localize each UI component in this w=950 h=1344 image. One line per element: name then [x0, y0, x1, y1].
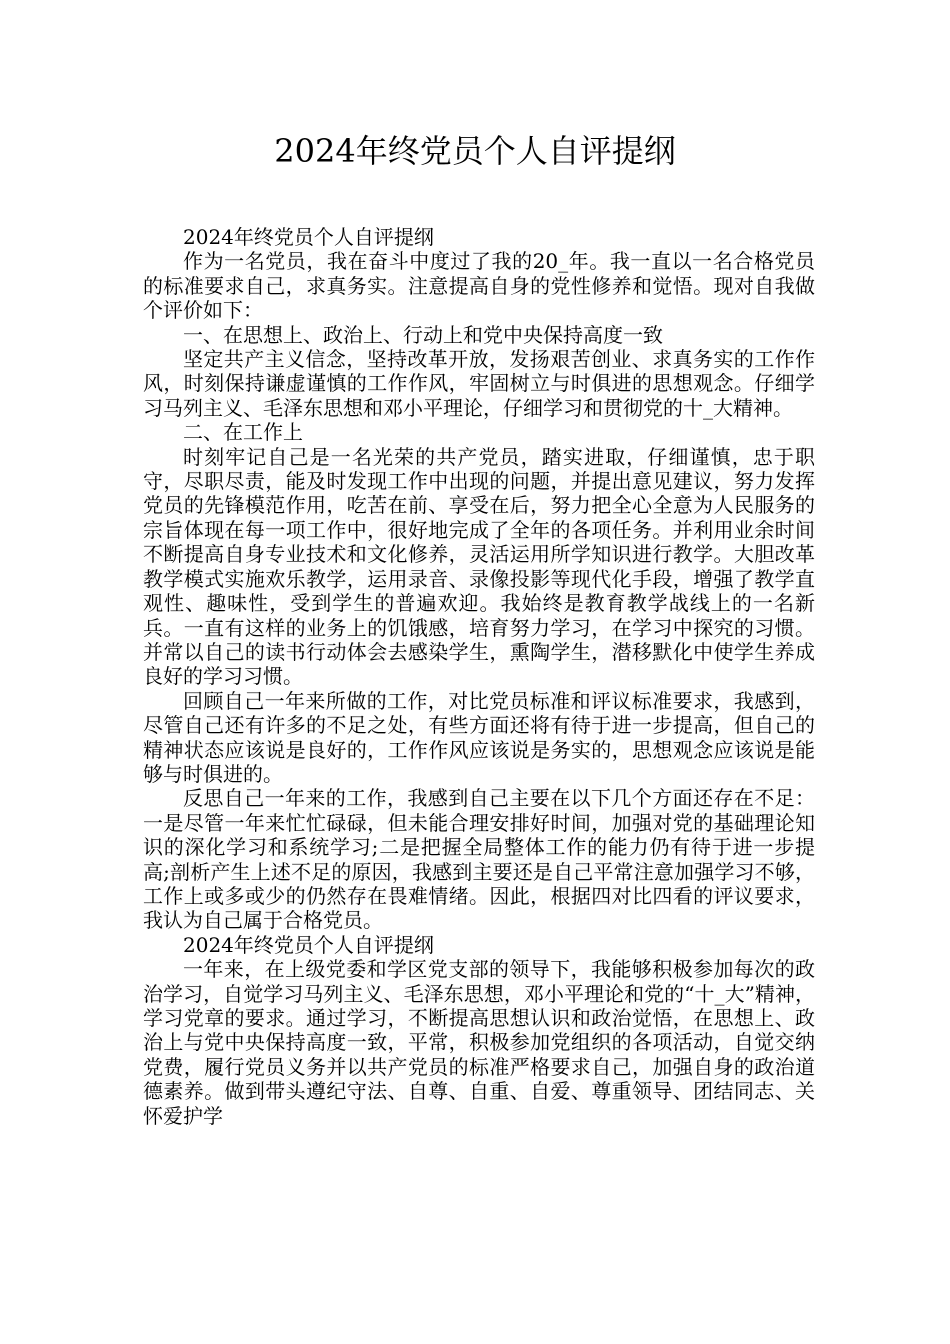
paragraph-review: 回顾自己一年来所做的工作，对比党员标准和评议标准要求，我感到，尽管自己还有许多的不足之处，有些方面还将有待于进一步提高，但自己的精神状态应该说是良好的，工作作风应该说是务实的，思想观念应该说是能够与时俱进的。	[143, 688, 815, 786]
paragraph-intro: 作为一名党员，我在奋斗中度过了我的20_年。我一直以一名合格党员的标准要求自己，求真务实。注意提高自身的党性修养和觉悟。现对自我做个评价如下：	[143, 249, 815, 323]
paragraph-second-body: 一年来，在上级党委和学区党支部的领导下，我能够积极参加每次的政治学习，自觉学习马列主义、毛泽东思想，邓小平理论和党的“十_大”精神，学习党章的要求。通过学习，不断提高思想认识和政治觉悟，在思想上、政治上与党中央保持高度一致，平常，积极参加党组织的各项活动，自觉交纳党费，履行党员义务并以共产党员的标准严格要求自己，加强自身的政治道德素养。做到带头遵纪守法、自尊、自重、自爱、尊重领导、团结同志、关怀爱护学	[143, 957, 815, 1128]
paragraph-section-2-heading: 二、在工作上	[183, 420, 303, 445]
paragraph-section-1-heading: 一、在思想上、政治上、行动上和党中央保持高度一致	[183, 322, 663, 347]
paragraph-section-1-body: 坚定共产主义信念，坚持改革开放，发扬艰苦创业、求真务实的工作作风，时刻保持谦虚谨慎的工作作风，牢固树立与时俱进的思想观念。仔细学习马列主义、毛泽东思想和邓小平理论，仔细学习和贯彻党的十_大精神。	[143, 347, 815, 420]
document-title: 2024年终党员个人自评提纲	[274, 132, 676, 170]
paragraph-reflection: 反思自己一年来的工作，我感到自己主要在以下几个方面还存在不足：一是尽管一年来忙忙碌碌，但未能合理安排好时间，加强对党的基础理论知识的深化学习和系统学习;二是把握全局整体工作的能力仍有待于进一步提高;剖析产生上述不足的原因，我感到主要还是自己平常注意加强学习不够，工作上或多或少的仍然存在畏难情绪。因此，根据四对比四看的评议要求，我认为自己属于合格党员。	[143, 786, 815, 933]
document-body	[143, 225, 815, 1128]
paragraph-heading-2: 2024年终党员个人自评提纲	[183, 932, 434, 957]
paragraph-section-2-body: 时刻牢记自己是一名光荣的共产党员，踏实进取，仔细谨慎，忠于职守，尽职尽责，能及时发现工作中出现的问题，并提出意见建议，努力发挥党员的先锋模范作用，吃苦在前、享受在后，努力把全心全意为人民服务的宗旨体现在每一项工作中，很好地完成了全年的各项任务。并利用业余时间不断提高自身专业技术和文化修养，灵活运用所学知识进行教学。大胆改革教学模式实施欢乐教学，运用录音、录像投影等现代化手段，增强了教学直观性、趣味性，受到学生的普遍欢迎。我始终是教育教学战线上的一名新兵。一直有这样的业务上的饥饿感，培育努力学习，在学习中探究的习惯。并常以自己的读书行动体会去感染学生，熏陶学生，潜移默化中使学生养成良好的学习习惯。	[143, 444, 815, 689]
paragraph-heading-1: 2024年终党员个人自评提纲	[183, 225, 434, 249]
